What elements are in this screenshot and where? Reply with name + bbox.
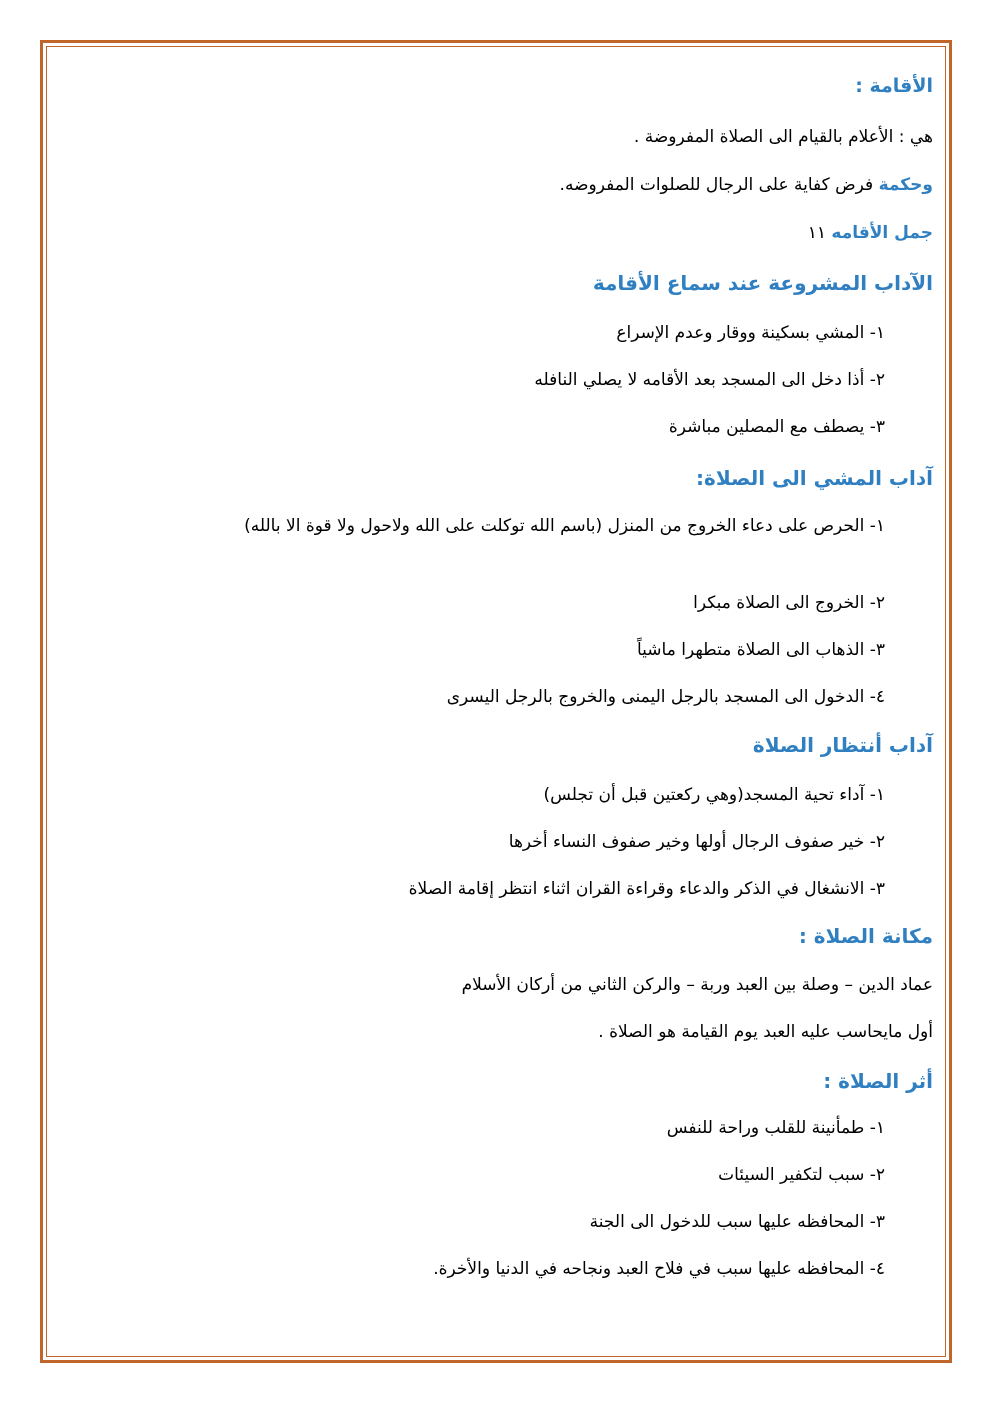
adab-hearing-heading: الآداب المشروعة عند سماع الأقامة <box>592 271 933 295</box>
effect-heading: أثر الصلاة : <box>823 1069 933 1093</box>
list-item: ٣- المحافظه عليها سبب للدخول الى الجنة <box>589 1212 885 1232</box>
iqama-heading: الأقامة : <box>855 75 933 97</box>
document-body <box>60 60 933 1300</box>
status-line: أول مايحاسب عليه العبد يوم القيامة هو الصلاة . <box>598 1022 933 1042</box>
list-item: ٢- خير صفوف الرجال أولها وخير صفوف النساء أخرها <box>508 832 885 852</box>
iqama-ruling <box>560 175 933 195</box>
list-item: ٣- الذهاب الى الصلاة متطهرا ماشياً <box>637 640 885 660</box>
list-item: ٢- أذا دخل الى المسجد بعد الأقامه لا يصلي النافله <box>534 370 885 390</box>
list-item: ١- المشي بسكينة ووقار وعدم الإسراع <box>616 323 885 343</box>
list-item: ١- الحرص على دعاء الخروج من المنزل (باسم الله توكلت على الله ولاحول ولا قوة الا بالله) <box>244 516 885 536</box>
list-item: ٢- الخروج الى الصلاة مبكرا <box>693 593 885 613</box>
list-item: ٣- الانشغال في الذكر والدعاء وقراءة القران اثناء انتظر إقامة الصلاة <box>408 879 885 899</box>
adab-waiting-heading: آداب أنتظار الصلاة <box>752 733 933 757</box>
iqama-sentences <box>808 223 933 243</box>
iqama-ruling-text: فرض كفاية على الرجال للصلوات المفروضه. <box>559 175 879 195</box>
list-item: ١- آداء تحية المسجد(وهي ركعتين قبل أن تجلس) <box>543 785 885 805</box>
list-item: ١- طمأنينة للقلب وراحة للنفس <box>666 1118 885 1138</box>
iqama-definition: هي : الأعلام بالقيام الى الصلاة المفروضة . <box>633 127 933 147</box>
iqama-sentences-count: ١١ <box>807 223 832 243</box>
iqama-sentences-label: جمل الأقامه <box>831 223 933 243</box>
list-item: ٣- يصطف مع المصلين مباشرة <box>668 417 885 437</box>
list-item: ٤- الدخول الى المسجد بالرجل اليمنى والخروج بالرجل اليسرى <box>446 687 885 707</box>
status-line: عماد الدين – وصلة بين العبد وربة – والركن الثاني من أركان الأسلام <box>461 975 933 995</box>
adab-walking-heading: آداب المشي الى الصلاة: <box>696 466 933 490</box>
list-item: ٤- المحافظه عليها سبب في فلاح العبد ونجاحه في الدنيا والأخرة. <box>433 1259 885 1279</box>
list-item: ٢- سبب لتكفير السيئات <box>718 1165 885 1185</box>
status-heading: مكانة الصلاة : <box>798 924 933 948</box>
iqama-ruling-label: وحكمة <box>878 175 933 195</box>
